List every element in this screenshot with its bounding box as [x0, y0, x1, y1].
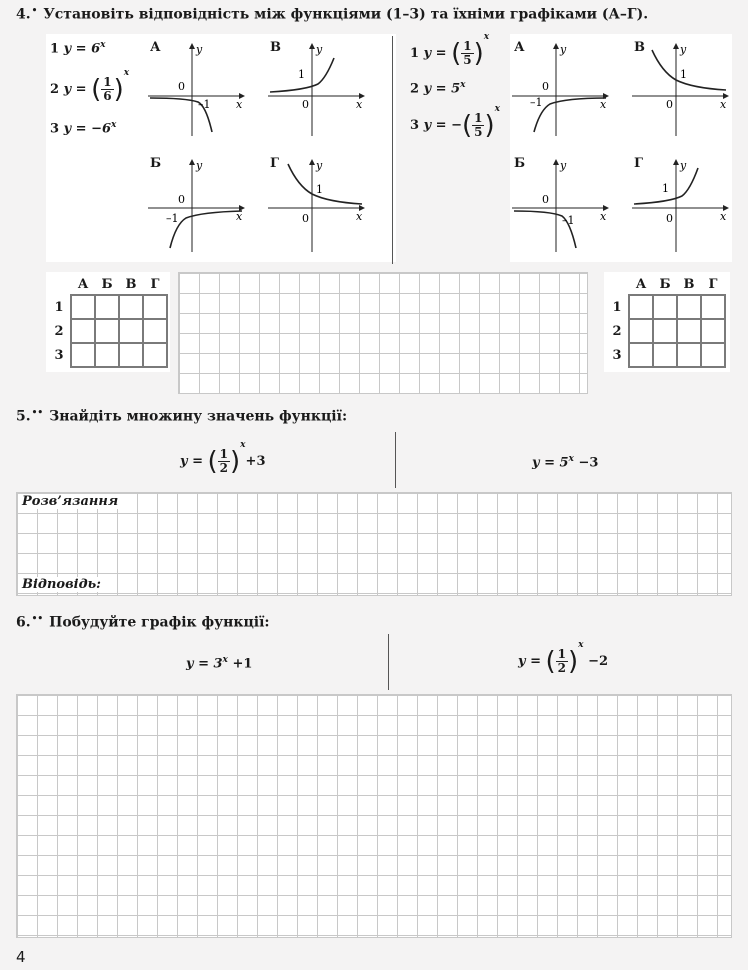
- svg-text:0: 0: [666, 98, 673, 111]
- graph-letter-left-b: Б: [150, 156, 162, 171]
- answer-cell[interactable]: [629, 295, 653, 319]
- svg-text:y: y: [196, 43, 203, 56]
- svg-text:x: x: [720, 98, 727, 111]
- answer-cell[interactable]: [95, 343, 119, 367]
- task5-divider: [395, 432, 396, 488]
- task4-right-fn-2: 2 $y = 5^x$: [410, 80, 466, 97]
- task6-graph-grid[interactable]: [16, 694, 732, 938]
- task4-difficulty-dots: •: [31, 6, 38, 16]
- answer-cell[interactable]: [653, 319, 677, 343]
- answer-cell[interactable]: [119, 295, 143, 319]
- task4-right-fn-3: 3 y = −( $\frac{1}{5}$ )$^x$: [410, 104, 501, 141]
- svg-text:0: 0: [542, 193, 549, 206]
- solution-label: Розв’язання: [22, 494, 119, 509]
- answer-cell[interactable]: [677, 319, 701, 343]
- row-header-3: 3: [612, 347, 622, 363]
- answer-table-right-panel: [604, 272, 730, 372]
- graph-left-g: [266, 156, 370, 254]
- answer-label: Відповідь:: [22, 577, 101, 592]
- graph-left-b: [146, 156, 250, 254]
- svg-text:0: 0: [302, 98, 309, 111]
- task6-divider: [388, 634, 389, 690]
- answer-cell[interactable]: [629, 343, 653, 367]
- graph-letter-left-v: В: [270, 40, 281, 55]
- svg-text:x: x: [720, 210, 727, 223]
- svg-text:0: 0: [542, 80, 549, 93]
- svg-text:y: y: [680, 159, 687, 172]
- task5-solution-grid[interactable]: [16, 492, 732, 596]
- answer-cell[interactable]: [119, 319, 143, 343]
- svg-text:x: x: [236, 210, 243, 223]
- answer-cell[interactable]: [701, 319, 725, 343]
- row-header-3: 3: [54, 347, 64, 363]
- answer-cell[interactable]: [119, 343, 143, 367]
- answer-cell[interactable]: [143, 295, 167, 319]
- svg-text:–1: –1: [166, 212, 179, 225]
- svg-text:y: y: [680, 43, 687, 56]
- svg-text:0: 0: [178, 193, 185, 206]
- svg-text:1: 1: [680, 68, 687, 81]
- answer-cell[interactable]: [95, 319, 119, 343]
- answer-cell[interactable]: [701, 295, 725, 319]
- row-header-2: 2: [612, 323, 622, 339]
- answer-cell[interactable]: [629, 319, 653, 343]
- answer-cell[interactable]: [701, 343, 725, 367]
- graph-letter-left-g: Г: [270, 156, 279, 171]
- task4-divider: [392, 36, 393, 264]
- graph-right-v: [630, 40, 734, 138]
- task5-title: 5.•• Знайдіть множину значень функції:: [16, 408, 348, 425]
- svg-text:x: x: [600, 98, 607, 111]
- graph-left-v: [266, 40, 370, 138]
- svg-text:0: 0: [302, 212, 309, 225]
- col-header-v: В: [683, 276, 695, 292]
- task4-left-fn-2: 2 y = ( $\frac{1}{6}$ )$^x$: [50, 68, 130, 105]
- answer-cell[interactable]: [653, 295, 677, 319]
- svg-text:x: x: [600, 210, 607, 223]
- col-header-v: В: [125, 276, 137, 292]
- svg-text:y: y: [316, 43, 323, 56]
- task5-right-fn: $y = 5^x -3$: [532, 454, 599, 471]
- task6-title: 6.•• Побудуйте графік функції:: [16, 614, 270, 631]
- answer-table-left-panel: [46, 272, 170, 372]
- task4-number: 4.: [16, 6, 31, 23]
- answer-cell[interactable]: [95, 295, 119, 319]
- task6-left-fn: $y = 3^x +1$: [186, 655, 253, 672]
- svg-text:y: y: [196, 159, 203, 172]
- answer-cell[interactable]: [677, 343, 701, 367]
- graph-letter-right-g: Г: [634, 156, 643, 171]
- task4-title: [16, 6, 648, 23]
- task6-right-fn: y = ( $\frac{1}{2}$ )$^x$ −2: [518, 640, 609, 677]
- svg-text:–1: –1: [198, 98, 211, 111]
- col-header-a: А: [77, 276, 89, 292]
- svg-text:y: y: [560, 43, 567, 56]
- answer-cell[interactable]: [653, 343, 677, 367]
- task5-left-fn: y = ( $\frac{1}{2}$ )$^x$+3: [180, 440, 266, 477]
- svg-text:y: y: [316, 159, 323, 172]
- col-header-a: А: [635, 276, 647, 292]
- graph-letter-right-a: А: [514, 40, 525, 55]
- graph-letter-right-v: В: [634, 40, 645, 55]
- row-header-1: 1: [54, 299, 64, 315]
- graph-letter-left-a: А: [150, 40, 161, 55]
- task4-right-fn-1: 1 y = ( $\frac{1}{5}$ )$^x$: [410, 32, 490, 69]
- svg-text:–1: –1: [562, 214, 575, 227]
- col-header-b: Б: [101, 276, 113, 292]
- answer-cell[interactable]: [143, 319, 167, 343]
- task4-left-fn-1: 1 $y = 6^x$: [50, 40, 106, 57]
- col-header-b: Б: [659, 276, 671, 292]
- answer-cell[interactable]: [71, 343, 95, 367]
- col-header-g: Г: [708, 276, 718, 292]
- page-number: 4: [16, 948, 26, 966]
- row-header-2: 2: [54, 323, 64, 339]
- svg-text:x: x: [356, 98, 363, 111]
- answer-cell[interactable]: [71, 319, 95, 343]
- graph-right-a: [510, 40, 614, 138]
- svg-text:1: 1: [298, 68, 305, 81]
- svg-text:–1: –1: [530, 96, 543, 109]
- svg-text:y: y: [560, 159, 567, 172]
- answer-table-right: [606, 274, 726, 368]
- row-header-1: 1: [612, 299, 622, 315]
- graph-right-b: [510, 156, 614, 254]
- svg-text:1: 1: [662, 182, 669, 195]
- svg-text:0: 0: [666, 212, 673, 225]
- task4-left-fn-3: 3 $y = -6^x$: [50, 120, 117, 137]
- answer-table-left: [48, 274, 168, 368]
- answer-cell[interactable]: [677, 295, 701, 319]
- graph-right-g: [630, 156, 734, 254]
- task4-scratch-grid[interactable]: [178, 272, 588, 394]
- svg-text:x: x: [356, 210, 363, 223]
- task4-text: Установіть відповідність між функціями (1–3) та їхніми графіками (А–Г).: [43, 6, 649, 23]
- graph-left-a: [146, 40, 250, 138]
- col-header-g: Г: [150, 276, 160, 292]
- svg-text:1: 1: [316, 183, 323, 196]
- svg-text:x: x: [236, 98, 243, 111]
- graph-letter-right-b: Б: [514, 156, 526, 171]
- answer-cell[interactable]: [143, 343, 167, 367]
- svg-text:0: 0: [178, 80, 185, 93]
- answer-cell[interactable]: [71, 295, 95, 319]
